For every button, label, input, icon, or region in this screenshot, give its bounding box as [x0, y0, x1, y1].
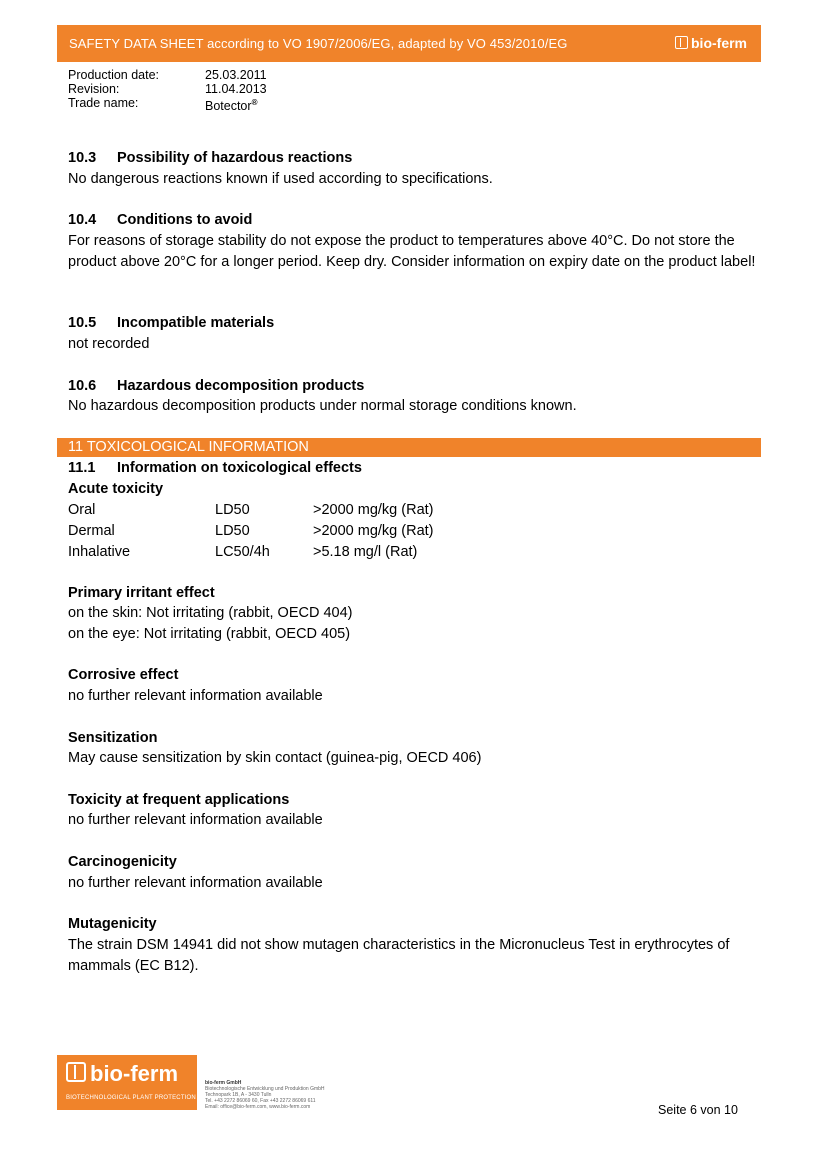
carcinogenicity-heading: Carcinogenicity	[68, 854, 177, 870]
mutagenicity-text: The strain DSM 14941 did not show mutagen characteristics in the Micronucleus Test in erythrocytes of mammals (EC B12).	[68, 937, 730, 974]
corrosive-text: no further relevant information available	[68, 688, 323, 704]
section-11-1-heading	[68, 460, 362, 476]
section-number: 10.4	[68, 212, 97, 228]
frequent-toxicity-text: no further relevant information available	[68, 812, 323, 828]
address-line: Email: office@bio-ferm.com, www.bio-ferm.com	[205, 1104, 311, 1110]
meta-label: Revision:	[68, 82, 120, 96]
type-cell: LD50	[215, 502, 250, 518]
page-number: Seite 6 von 10	[658, 1103, 738, 1117]
section-10-6-heading	[68, 378, 364, 394]
address-line: Technopark 1B, A - 3430 Tulln	[205, 1092, 272, 1098]
header-title: SAFETY DATA SHEET according to VO 1907/2006/EG, adapted by VO 453/2010/EG	[69, 36, 568, 51]
section-10-6-text: No hazardous decomposition products under normal storage conditions known.	[68, 398, 577, 414]
value-cell: >2000 mg/kg (Rat)	[313, 522, 434, 539]
section-title: Possibility of hazardous reactions	[117, 150, 353, 166]
table-row	[68, 500, 434, 521]
meta-value	[205, 96, 257, 113]
address-line: Biotechnologische Entwicklung und Produktion GmbH	[205, 1086, 325, 1092]
section-title: Hazardous decomposition products	[117, 378, 365, 394]
footer-logo-text: bio-ferm	[90, 1061, 178, 1086]
sensitization-heading: Sensitization	[68, 730, 158, 746]
section-11-title: 11 TOXICOLOGICAL INFORMATION	[68, 439, 309, 455]
route-cell: Inhalative	[68, 543, 131, 560]
address-line: Tel. +43 2272 86069 60, Fax +43 2272 86069 611	[205, 1098, 316, 1104]
meta-value: 11.04.2013	[205, 82, 267, 96]
mutagenicity-heading: Mutagenicity	[68, 916, 157, 932]
route-cell: Dermal	[68, 522, 115, 539]
section-10-5-heading	[68, 315, 274, 331]
registered-mark: ®	[251, 98, 258, 107]
header-logo-text: bio-ferm	[691, 35, 747, 51]
value-cell: >2000 mg/kg (Rat)	[313, 502, 434, 518]
meta-production-date	[68, 68, 267, 82]
frequent-toxicity-heading: Toxicity at frequent applications	[68, 792, 290, 808]
section-number: 10.6	[68, 378, 97, 394]
meta-label: Trade name:	[68, 96, 139, 110]
type-cell: LD50	[215, 522, 250, 539]
section-10-3-heading	[68, 150, 352, 166]
section-title: Conditions to avoid	[117, 212, 253, 228]
sensitization-text: May cause sensitization by skin contact (guinea-pig, OECD 406)	[68, 750, 482, 766]
footer-tagline: BIOTECHNOLOGICAL PLANT PROTECTION	[66, 1095, 196, 1101]
section-number: 10.3	[68, 150, 97, 166]
header-logo	[675, 35, 747, 51]
route-cell: Oral	[68, 502, 96, 518]
irritant-eye-text: on the eye: Not irritating (rabbit, OECD 405)	[68, 626, 351, 642]
section-10-4-text: For reasons of storage stability do not expose the product to temperatures above 40°C. Do not store the product above 20°C for a longer period. Keep dry. Consider information on expiry date on the product label!	[68, 233, 756, 270]
logo-icon	[66, 1062, 86, 1082]
table-row	[68, 521, 434, 542]
carcinogenicity-text: no further relevant information available	[68, 875, 323, 891]
type-cell: LC50/4h	[215, 543, 270, 560]
meta-revision	[68, 82, 267, 96]
irritant-skin-text: on the skin: Not irritating (rabbit, OECD 404)	[68, 605, 353, 621]
section-10-5-text: not recorded	[68, 336, 150, 352]
corrosive-heading: Corrosive effect	[68, 667, 179, 683]
meta-trade-name	[68, 96, 267, 113]
section-title: Information on toxicological effects	[117, 460, 362, 476]
section-10-4-heading	[68, 212, 252, 228]
footer-logo	[57, 1055, 197, 1110]
trade-name-text: Botector	[205, 99, 252, 114]
company-name: bio-ferm GmbH	[205, 1080, 242, 1086]
section-11-bar	[57, 438, 761, 457]
meta-label: Production date:	[68, 68, 160, 82]
value-cell: >5.18 mg/l (Rat)	[313, 543, 418, 560]
acute-toxicity-table	[68, 500, 434, 562]
section-title: Incompatible materials	[117, 315, 275, 331]
footer-logo-name	[66, 1061, 178, 1087]
header-bar	[57, 25, 761, 62]
section-number: 11.1	[68, 460, 96, 476]
section-number: 10.5	[68, 315, 97, 331]
document-meta	[68, 68, 267, 113]
acute-toxicity-heading: Acute toxicity	[68, 481, 164, 497]
meta-value: 25.03.2011	[205, 68, 267, 82]
table-row	[68, 542, 434, 563]
primary-irritant-heading: Primary irritant effect	[68, 585, 215, 601]
footer-address	[205, 1080, 325, 1110]
section-10-3-text: No dangerous reactions known if used according to specifications.	[68, 171, 493, 187]
logo-icon	[675, 36, 688, 49]
